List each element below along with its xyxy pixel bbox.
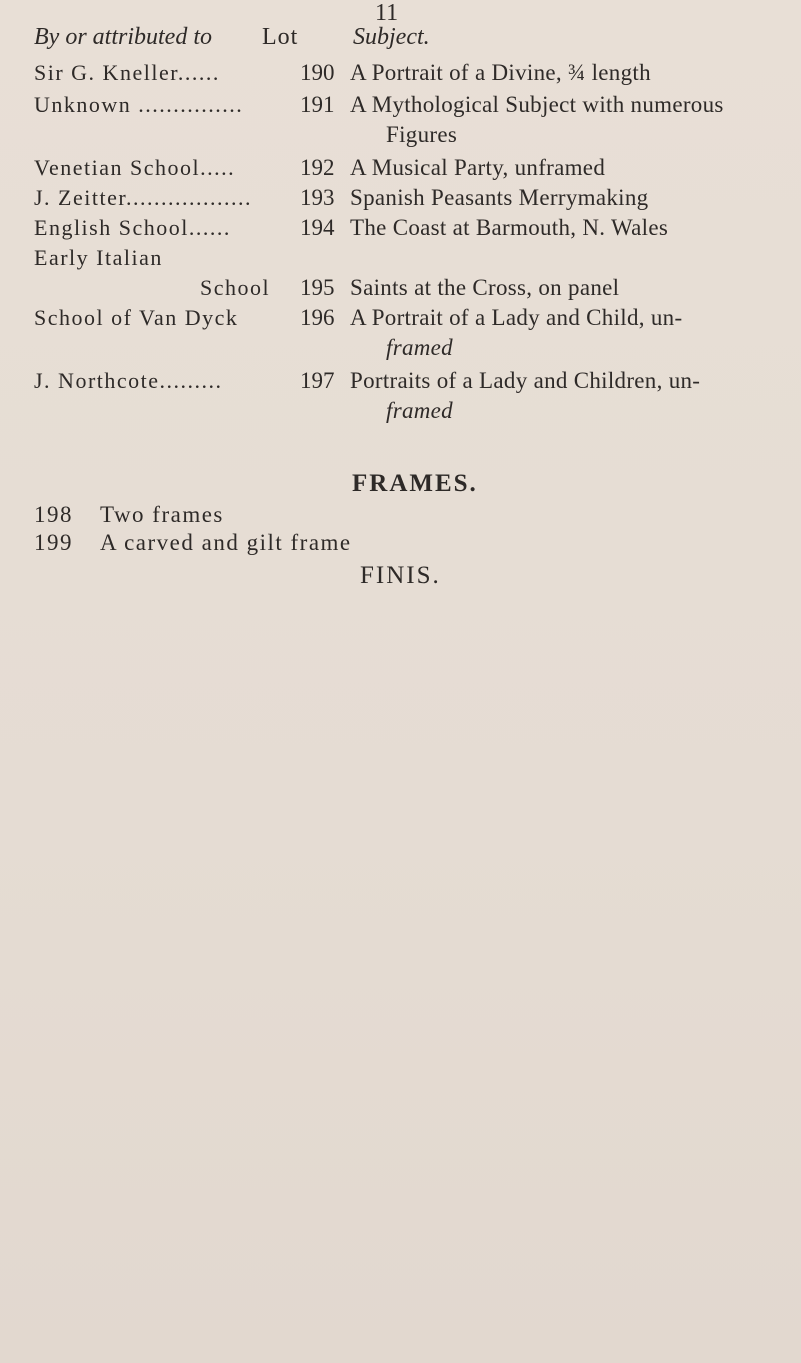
- lot-193-artist: J. Zeitter..................: [34, 185, 252, 210]
- page-number: 11: [375, 0, 399, 26]
- lot-190-number: 190: [300, 60, 335, 85]
- lot-190-artist: Sir G. Kneller......: [34, 60, 220, 85]
- lot-191-subject-line-1: A Mythological Subject with numerous: [350, 92, 724, 117]
- lot-198-text: Two frames: [100, 502, 224, 527]
- lot-194-artist: English School......: [34, 215, 231, 240]
- lot-196-number: 196: [300, 305, 335, 330]
- lot-192-number: 192: [300, 155, 335, 180]
- lot-193-number: 193: [300, 185, 335, 210]
- lot-192-artist: Venetian School.....: [34, 155, 236, 180]
- lot-195-number: 195: [300, 275, 335, 300]
- lot-193-subject: Spanish Peasants Merrymaking: [350, 185, 649, 210]
- column-header-artist: By or attributed to: [34, 24, 212, 50]
- lot-196-subject-line-1: A Portrait of a Lady and Child, un-: [350, 305, 683, 330]
- finis-text: FINIS.: [360, 562, 441, 589]
- lot-197-subject-line-2: framed: [386, 398, 453, 423]
- lot-199-number: 199: [34, 530, 73, 555]
- lot-198-number: 198: [34, 502, 73, 527]
- lot-197-number: 197: [300, 368, 335, 393]
- lot-194-subject: The Coast at Barmouth, N. Wales: [350, 215, 669, 240]
- lot-196-subject-line-2: framed: [386, 335, 453, 360]
- lot-197-artist: J. Northcote.........: [34, 368, 223, 393]
- lot-199-text: A carved and gilt frame: [100, 530, 352, 555]
- lot-191-number: 191: [300, 92, 335, 117]
- lot-194-number: 194: [300, 215, 335, 240]
- lot-197-subject-line-1: Portraits of a Lady and Children, un-: [350, 368, 701, 393]
- lot-190-subject: A Portrait of a Divine, ¾ length: [350, 60, 651, 85]
- lot-192-subject: A Musical Party, unframed: [350, 155, 606, 180]
- frames-heading: FRAMES.: [352, 470, 478, 497]
- lot-196-artist: School of Van Dyck: [34, 305, 239, 330]
- lot-191-subject-line-2: Figures: [386, 122, 458, 147]
- lot-195-artist-line-1: Early Italian: [34, 245, 163, 270]
- lot-191-artist: Unknown ...............: [34, 92, 244, 117]
- column-header-lot: Lot: [262, 24, 299, 50]
- lot-195-artist-line-2: School: [200, 275, 271, 300]
- lot-195-subject: Saints at the Cross, on panel: [350, 275, 620, 300]
- column-header-subject: Subject.: [353, 24, 430, 50]
